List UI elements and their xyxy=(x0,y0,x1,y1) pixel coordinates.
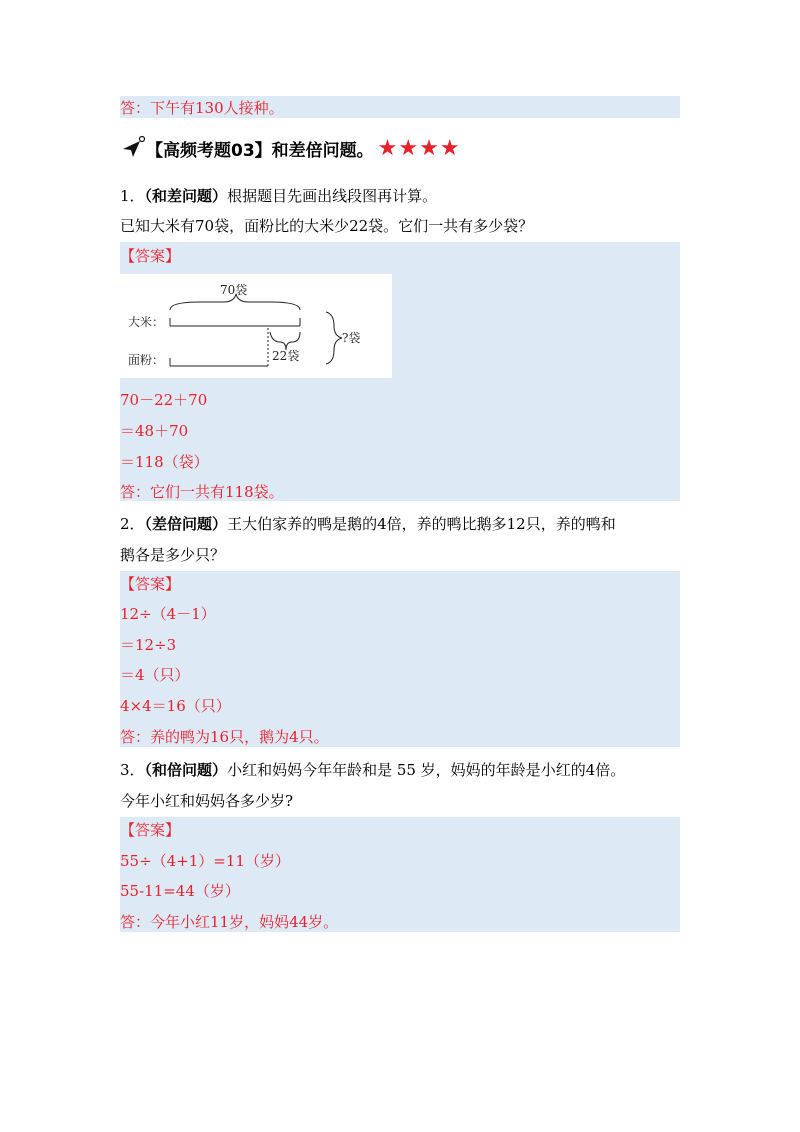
answer-3-label: 【答案】 xyxy=(120,821,181,839)
question-3-line-2: 今年小红和妈妈各多少岁? xyxy=(120,792,294,810)
answer-3-final: 答：今年小红11岁，妈妈44岁。 xyxy=(120,913,339,931)
answer-1-step-1: 70－22＋70 xyxy=(120,391,208,409)
answer-3-step-2: 55-11=44（岁） xyxy=(120,882,240,900)
diagram-flour-label: 面粉： xyxy=(128,353,165,367)
answer-1-step-2: ＝48＋70 xyxy=(120,422,189,440)
question-1-tag: （和差问题） xyxy=(144,187,228,205)
answer-2-step-4: 4×4＝16（只） xyxy=(120,697,231,715)
line-segment-svg xyxy=(120,274,392,378)
top-answer-text: 答：下午有130人接种。 xyxy=(120,99,284,117)
answer-1-step-3: ＝118（袋） xyxy=(120,453,209,471)
section-title: 【高频考题03】和差倍问题。 xyxy=(146,140,374,161)
answer-3-step-1: 55÷（4+1）=11（岁） xyxy=(120,852,290,870)
diagram-rice-label: 大米： xyxy=(128,315,165,329)
answer-1-final: 答：它们一共有118袋。 xyxy=(120,483,284,501)
answer-2-step-3: ＝4（只） xyxy=(120,666,190,684)
diagram-total-label: ?袋 xyxy=(342,331,361,345)
question-1-line-2: 已知大米有70袋，面粉比的大米少22袋。它们一共有多少袋？ xyxy=(120,217,534,235)
answer-2-label: 【答案】 xyxy=(120,575,181,593)
question-2-tag: （差倍问题） xyxy=(144,515,228,533)
answer-2-step-1: 12÷（4－1） xyxy=(120,605,216,623)
question-1-line-1: 1．（和差问题）根据题目先画出线段图再计算。 xyxy=(120,187,438,205)
navigation-arrow-icon xyxy=(120,135,146,161)
answer-1-label: 【答案】 xyxy=(120,247,181,265)
line-segment-diagram xyxy=(120,274,392,378)
question-3-line-1: 3．（和倍问题）小红和妈妈今年年龄和是 55 岁，妈妈的年龄是小红的4倍。 xyxy=(120,761,626,779)
question-2-line-2: 鹅各是多少只？ xyxy=(120,546,226,564)
section-heading xyxy=(120,133,461,163)
answer-2-final: 答：养的鸭为16只，鹅为4只。 xyxy=(120,728,329,746)
diagram-diff-label: 22袋 xyxy=(272,349,300,363)
answer-2-step-2: ＝12÷3 xyxy=(120,636,177,654)
difficulty-stars: ★★★★ xyxy=(377,135,461,161)
question-3-tag: （和倍问题） xyxy=(144,761,228,779)
answer-block-2 xyxy=(120,571,680,747)
question-2-line-1: 2．（差倍问题）王大伯家养的鸭是鹅的4倍，养的鸭比鹅多12只，养的鸭和 xyxy=(120,515,616,533)
diagram-top-label: 70袋 xyxy=(220,283,248,297)
